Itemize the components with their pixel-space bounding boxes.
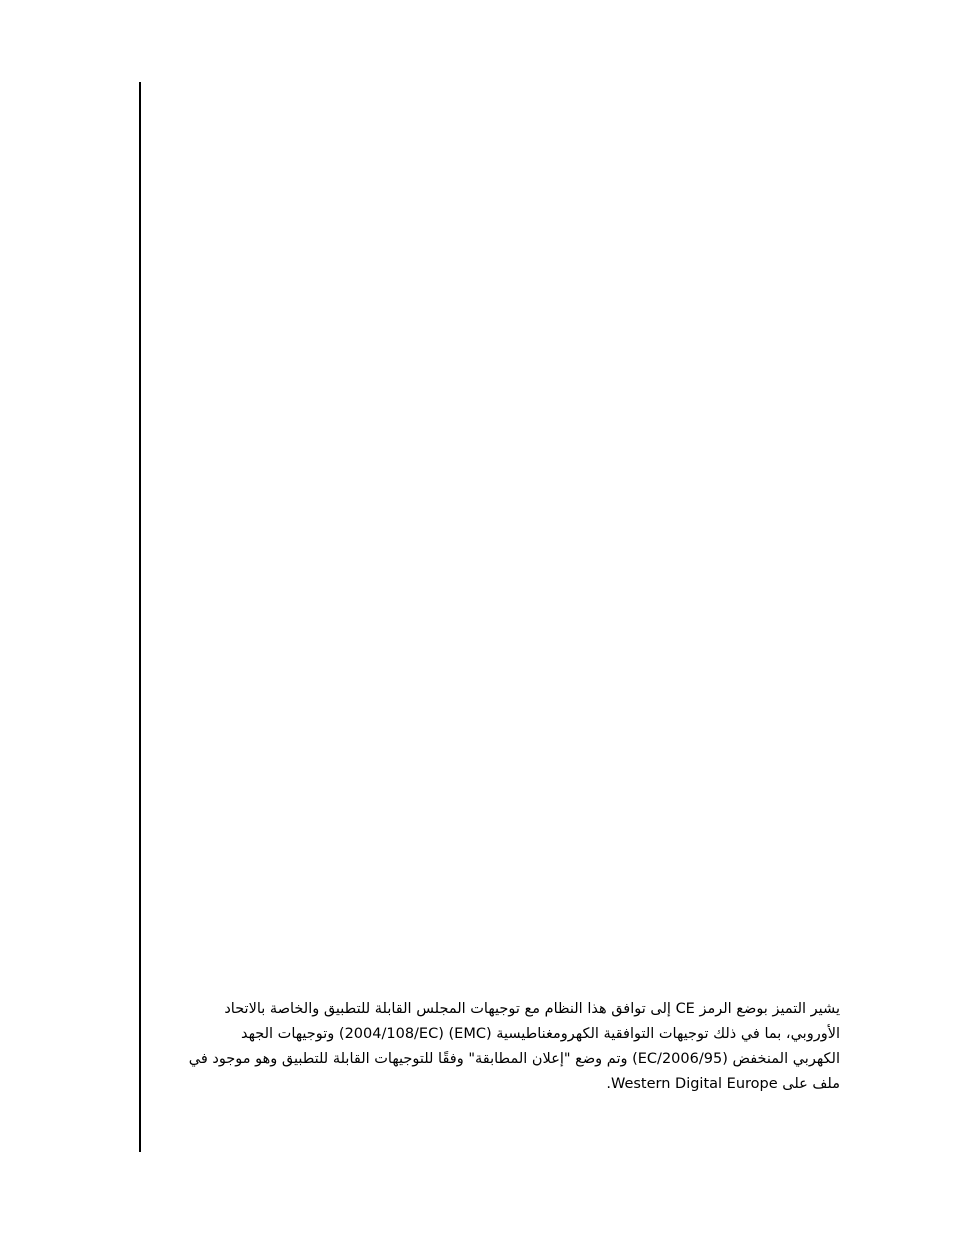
ce-paragraph-line-3: الكهربي المنخفض (2006/95/EC) وتم وضع "إعلان المطابقة" وفقًا للتوجيهات القابلة للتطبيق وهو موجود في [188,1051,840,1067]
ce-paragraph-line-1: يشير التميز بوضع الرمز CE إلى توافق هذا النظام مع توجيهات المجلس القابلة للتطبيق والخاصة بالاتحاد [224,1001,840,1017]
ce-compliance-paragraph [188,997,840,1097]
ce-paragraph-line-4: ملف على Western Digital Europe. [606,1076,840,1092]
left-margin-rule [139,82,141,1152]
ce-paragraph-line-2: الأوروبي، بما في ذلك توجيهات التوافقية الكهرومغناطيسية (EMC) (2004/108/EC) وتوجيهات الجهد [240,1026,840,1042]
